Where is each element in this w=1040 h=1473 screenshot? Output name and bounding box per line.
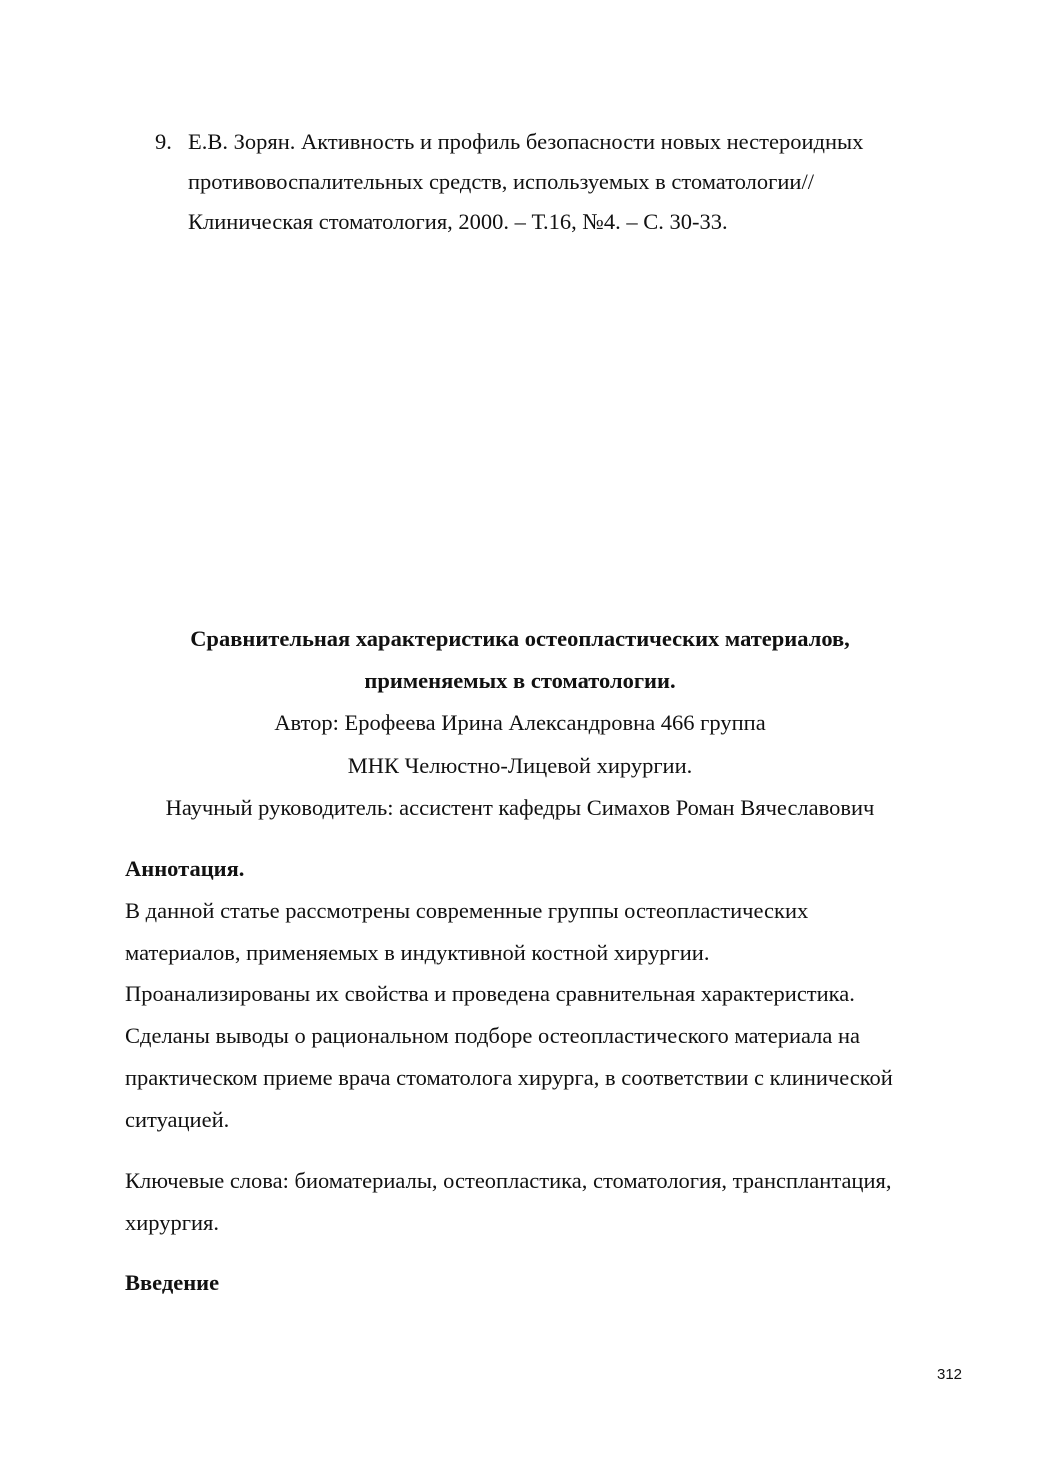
- abstract-line: практическом приеме врача стоматолога хирурга, в соответствии с клинической: [125, 1064, 893, 1090]
- intro-heading: Введение: [125, 1270, 220, 1295]
- article-title-line: Сравнительная характеристика остеопластических материалов,: [190, 626, 850, 651]
- abstract-text: [125, 890, 985, 1140]
- affiliation-line: МНК Челюстно-Лицевой хирургии.: [347, 753, 693, 778]
- reference-line: противовоспалительных средств, используемых в стоматологии//: [188, 169, 814, 194]
- author-line: Автор: Ерофеева Ирина Александровна 466 группа: [274, 710, 766, 735]
- article-title-line: применяемых в стоматологии.: [364, 668, 676, 693]
- abstract-line: Проанализированы их свойства и проведена сравнительная характеристика.: [125, 981, 855, 1007]
- reference-text: [188, 122, 958, 242]
- abstract-line: В данной статье рассмотрены современные группы остеопластических: [125, 898, 809, 923]
- reference-line: Е.В. Зорян. Активность и профиль безопасности новых нестероидных: [188, 129, 864, 154]
- abstract-heading: Аннотация.: [125, 856, 245, 881]
- keywords-text: [125, 1160, 985, 1243]
- reference-number: 9.: [155, 129, 172, 154]
- reference-line: Клиническая стоматология, 2000. – Т.16, №4. – С. 30-33.: [188, 209, 728, 234]
- abstract-line: Сделаны выводы о рациональном подборе остеопластического материала на: [125, 1023, 861, 1049]
- keywords-line: хирургия.: [125, 1209, 219, 1235]
- page-number: 312: [937, 1366, 963, 1383]
- keywords-line: Ключевые слова: биоматериалы, остеопластика, стоматология, трансплантация,: [125, 1168, 892, 1193]
- abstract-line: материалов, применяемых в индуктивной костной хирургии.: [125, 939, 710, 965]
- supervisor-line: Научный руководитель: ассистент кафедры Симахов Роман Вячеславович: [165, 795, 875, 820]
- article-title: [0, 618, 1040, 702]
- abstract-line: ситуацией.: [125, 1106, 230, 1132]
